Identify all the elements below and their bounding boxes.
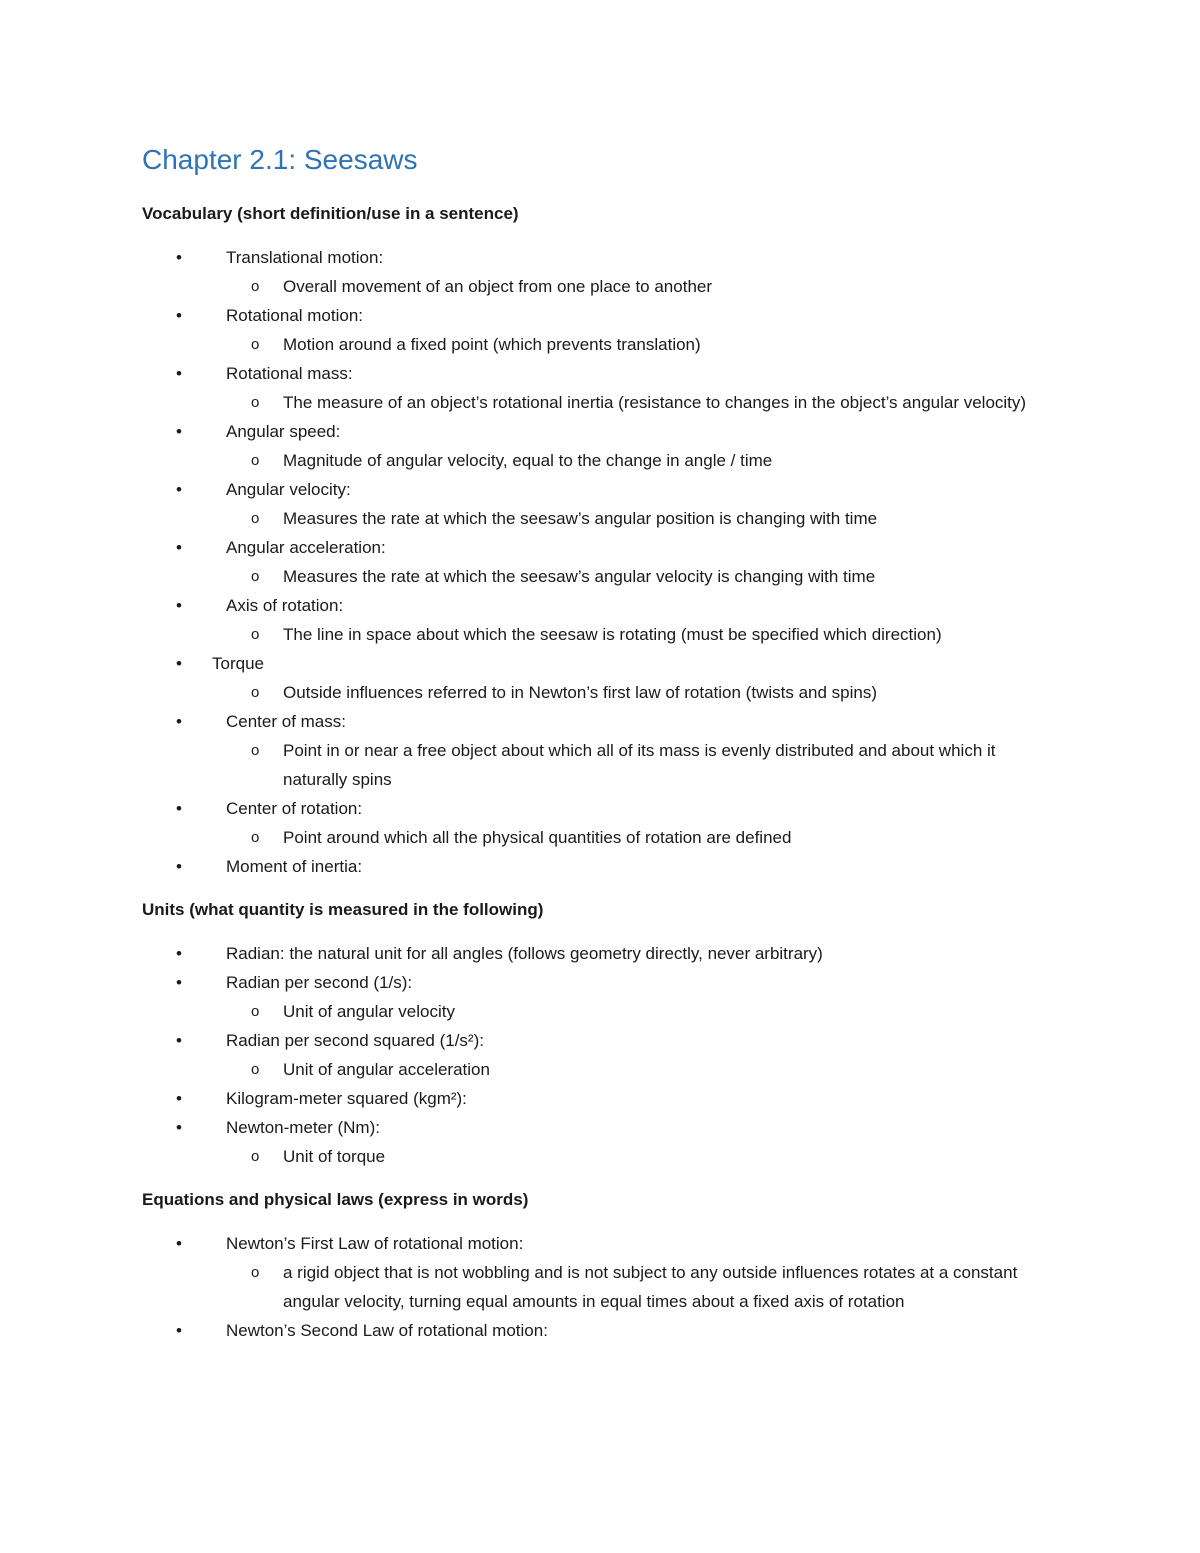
bullet-icon: • bbox=[176, 973, 182, 992]
bullet-icon: • bbox=[176, 799, 182, 818]
sub-list-item-text: Point in or near a free object about which all of its mass is evenly distributed and about which it naturally spins bbox=[283, 741, 996, 789]
list-item bbox=[142, 707, 1062, 794]
circle-bullet-icon: o bbox=[251, 1148, 260, 1165]
sub-list-item bbox=[226, 823, 1062, 852]
sub-list-item-text: Unit of angular velocity bbox=[283, 1002, 455, 1021]
list-item bbox=[142, 243, 1062, 301]
list-item bbox=[142, 1084, 1062, 1113]
list-item bbox=[142, 301, 1062, 359]
bullet-list bbox=[142, 1229, 1062, 1345]
bullet-icon: • bbox=[176, 538, 182, 557]
list-item bbox=[142, 417, 1062, 475]
sub-list-item bbox=[226, 678, 1062, 707]
bullet-icon: • bbox=[176, 857, 182, 876]
circle-bullet-icon: o bbox=[251, 829, 260, 846]
sub-list-item-text: Motion around a fixed point (which prevents translation) bbox=[283, 335, 701, 354]
circle-bullet-icon: o bbox=[251, 336, 260, 353]
document-body bbox=[142, 200, 1062, 1345]
document-page bbox=[142, 140, 1062, 1360]
bullet-icon: • bbox=[176, 422, 182, 441]
list-item-label: Moment of inertia: bbox=[226, 857, 363, 876]
circle-bullet-icon: o bbox=[251, 510, 260, 527]
sub-list-item bbox=[226, 620, 1062, 649]
bullet-icon: • bbox=[176, 248, 182, 267]
list-item-label: Radian per second squared (1/s²): bbox=[226, 1031, 484, 1050]
list-item-label: Angular velocity: bbox=[226, 480, 351, 499]
list-item-label: Kilogram-meter squared (kgm²): bbox=[226, 1089, 467, 1108]
sub-list-item-text: The line in space about which the seesaw is rotating (must be specified which direction) bbox=[283, 625, 942, 644]
sub-list bbox=[212, 678, 1062, 707]
list-item-label: Center of rotation: bbox=[226, 799, 363, 818]
sub-list-item bbox=[226, 504, 1062, 533]
sub-list-item-text: Overall movement of an object from one place to another bbox=[283, 277, 713, 296]
sub-list bbox=[226, 272, 1062, 301]
sub-list bbox=[226, 823, 1062, 852]
list-item bbox=[142, 1316, 1062, 1345]
list-item bbox=[142, 649, 1062, 707]
circle-bullet-icon: o bbox=[251, 1061, 260, 1078]
list-item-label: Radian: the natural unit for all angles (follows geometry directly, never arbitrary) bbox=[226, 944, 823, 963]
sub-list bbox=[226, 736, 1062, 794]
circle-bullet-icon: o bbox=[251, 568, 260, 585]
list-item bbox=[142, 359, 1062, 417]
list-item bbox=[142, 1113, 1062, 1171]
list-item bbox=[142, 852, 1062, 881]
list-item-label: Translational motion: bbox=[226, 248, 384, 267]
circle-bullet-icon: o bbox=[251, 684, 260, 701]
bullet-icon: • bbox=[176, 1031, 182, 1050]
bullet-icon: • bbox=[176, 364, 182, 383]
sub-list-item bbox=[226, 997, 1062, 1026]
list-item-label: Angular speed: bbox=[226, 422, 341, 441]
circle-bullet-icon: o bbox=[251, 626, 260, 643]
sub-list-item-text: Outside influences referred to in Newton’s first law of rotation (twists and spins) bbox=[283, 683, 878, 702]
sub-list-item-text: Measures the rate at which the seesaw’s angular velocity is changing with time bbox=[283, 567, 876, 586]
list-item bbox=[142, 939, 1062, 968]
sub-list bbox=[226, 330, 1062, 359]
bullet-icon: • bbox=[176, 596, 182, 615]
list-item bbox=[142, 1229, 1062, 1316]
sub-list-item-text: Unit of torque bbox=[283, 1147, 386, 1166]
sub-list bbox=[226, 1055, 1062, 1084]
circle-bullet-icon: o bbox=[251, 742, 260, 759]
sub-list-item bbox=[226, 736, 1062, 794]
list-item-label: Newton’s Second Law of rotational motion: bbox=[226, 1321, 548, 1340]
sub-list-item bbox=[226, 1142, 1062, 1171]
list-item-label: Newton’s First Law of rotational motion: bbox=[226, 1234, 524, 1253]
sub-list-item bbox=[226, 330, 1062, 359]
list-item bbox=[142, 591, 1062, 649]
list-item-label: Axis of rotation: bbox=[226, 596, 344, 615]
sub-list bbox=[226, 446, 1062, 475]
sub-list-item-text: The measure of an object’s rotational inertia (resistance to changes in the object’s angular velocity) bbox=[283, 393, 1027, 412]
sub-list-item bbox=[226, 1258, 1062, 1316]
circle-bullet-icon: o bbox=[251, 394, 260, 411]
circle-bullet-icon: o bbox=[251, 452, 260, 469]
sub-list-item bbox=[226, 1055, 1062, 1084]
list-item bbox=[142, 533, 1062, 591]
sub-list-item bbox=[226, 388, 1062, 417]
list-item-label: Angular acceleration: bbox=[226, 538, 386, 557]
list-item-label: Radian per second (1/s): bbox=[226, 973, 413, 992]
sub-list-item-text: Magnitude of angular velocity, equal to the change in angle / time bbox=[283, 451, 773, 470]
list-item-label: Center of mass: bbox=[226, 712, 346, 731]
page-title: Chapter 2.1: Seesaws bbox=[142, 144, 418, 175]
sub-list bbox=[226, 388, 1062, 417]
bullet-icon: • bbox=[176, 480, 182, 499]
sub-list-item bbox=[226, 272, 1062, 301]
list-item bbox=[142, 1026, 1062, 1084]
bullet-list bbox=[142, 939, 1062, 1171]
section-heading: Vocabulary (short definition/use in a sentence) bbox=[142, 204, 519, 223]
bullet-list bbox=[142, 243, 1062, 881]
sub-list bbox=[226, 1258, 1062, 1316]
bullet-icon: • bbox=[176, 306, 182, 325]
list-item-label: Torque bbox=[212, 654, 264, 673]
sub-list-item-text: Measures the rate at which the seesaw’s angular position is changing with time bbox=[283, 509, 878, 528]
list-item-label: Rotational mass: bbox=[226, 364, 353, 383]
circle-bullet-icon: o bbox=[251, 278, 260, 295]
sub-list bbox=[226, 504, 1062, 533]
list-item-label: Rotational motion: bbox=[226, 306, 364, 325]
bullet-icon: • bbox=[176, 1321, 182, 1340]
sub-list bbox=[226, 1142, 1062, 1171]
bullet-icon: • bbox=[176, 1089, 182, 1108]
bullet-icon: • bbox=[176, 654, 182, 673]
sub-list-item-text: Point around which all the physical quantities of rotation are defined bbox=[283, 828, 792, 847]
sub-list-item-text: Unit of angular acceleration bbox=[283, 1060, 490, 1079]
sub-list bbox=[226, 997, 1062, 1026]
bullet-icon: • bbox=[176, 712, 182, 731]
sub-list-item bbox=[226, 446, 1062, 475]
bullet-icon: • bbox=[176, 1234, 182, 1253]
section-heading: Units (what quantity is measured in the following) bbox=[142, 900, 544, 919]
list-item bbox=[142, 475, 1062, 533]
bullet-icon: • bbox=[176, 944, 182, 963]
list-item-label: Newton-meter (Nm): bbox=[226, 1118, 380, 1137]
list-item bbox=[142, 794, 1062, 852]
circle-bullet-icon: o bbox=[251, 1264, 260, 1281]
sub-list-item bbox=[226, 562, 1062, 591]
section-heading: Equations and physical laws (express in words) bbox=[142, 1190, 529, 1209]
sub-list bbox=[226, 562, 1062, 591]
list-item bbox=[142, 968, 1062, 1026]
bullet-icon: • bbox=[176, 1118, 182, 1137]
sub-list bbox=[226, 620, 1062, 649]
circle-bullet-icon: o bbox=[251, 1003, 260, 1020]
sub-list-item-text: a rigid object that is not wobbling and is not subject to any outside influences rotates at a constant angular velocity, turning equal amounts in equal times about a fixed axis of rotation bbox=[283, 1263, 1018, 1311]
